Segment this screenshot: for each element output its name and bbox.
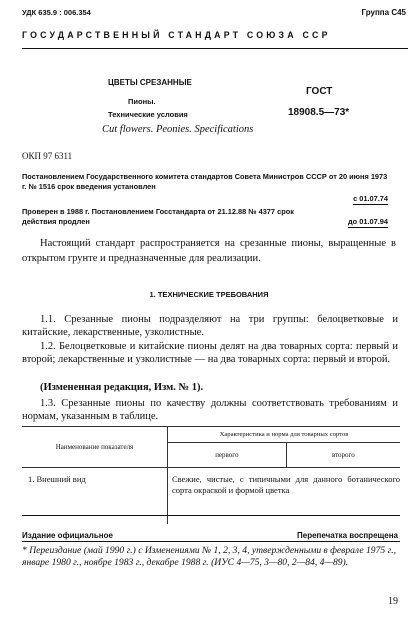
group-code: Группа С45 [361, 8, 406, 17]
decree-date [353, 194, 388, 203]
standard-banner: ГОСУДАРСТВЕННЫЙ СТАНДАРТ СОЮЗА ССР [22, 30, 331, 40]
check-text: Проверен в 1988 г. Постановлением Госстандарта от 21.12.88 № 4377 срок действия продлен [22, 207, 294, 226]
page-number: 19 [388, 596, 398, 607]
document-title: ЦВЕТЫ СРЕЗАННЫЕ [108, 78, 192, 87]
col-header-indicator: Наименование показателя [22, 427, 168, 468]
document-subtitle: Пионы. [128, 97, 156, 106]
intro-paragraph: Настоящий стандарт распространяется на срезанные пионы, выращенные в открытом грунте и предназначенные для реализации. [22, 238, 396, 264]
paragraph-1-2: 1.2. Белоцветковые и китайские пионы делят на два товарных сорта: первый и второй; лекарственные и узколистные — на два товарных сорта: первый и второй. [22, 341, 398, 365]
udk-code: УДК 635.9 : 006.354 [22, 8, 91, 17]
paragraph-1-3: 1.3. Срезанные пионы по качеству должны соответствовать требованиям и нормам, указанным в таблице. [22, 398, 398, 422]
check-date [348, 217, 388, 226]
footnote: * Переиздание (май 1990 г.) с Изменениями № 1, 2, 3, 4, утвержденными в феврале 1975 г., январе 1980 г., ноябре 1983 г., декабре 1988 г. (ИУС 4—75, 3—80, 2—84, 4—89). [22, 545, 396, 568]
gost-label: ГОСТ [306, 86, 333, 97]
okp-code: ОКП 97 6311 [22, 151, 73, 161]
table-header-row [22, 427, 400, 443]
gost-number: 18908.5—73* [288, 107, 350, 118]
section-heading: 1. ТЕХНИЧЕСКИЕ ТРЕБОВАНИЯ [149, 290, 269, 299]
document-subtitle-specs: Технические условия [108, 110, 188, 119]
english-title: Cut flowers. Peonies. Specifications [102, 124, 254, 135]
amendment-note: (Измененная редакция, Изм. № 1). [40, 382, 204, 393]
check-date-value: до 01.07.94 [347, 217, 388, 226]
table-bottom-divider [22, 515, 400, 516]
reprint-prohibited-label: Перепечатка воспрещена [297, 531, 398, 540]
col-header-grades: Характеристика и норма для товарных сортов [168, 427, 401, 443]
paragraph-1-1: 1.1. Срезанные пионы подразделяют на три группы: белоцветковые и китайские, лекарственные, узколистные. [22, 314, 398, 338]
official-edition-label: Издание официальное [22, 531, 113, 540]
footer-divider [22, 541, 400, 542]
decree-text: Постановлением Государственного комитета стандартов Совета Министров СССР от 20 июня 1973 г. № 1516 срок введения установлен [22, 172, 388, 191]
row-indicator-value: Свежие, чистые, с типичными для данного ботанического сорта окраской и формой цветка [172, 474, 400, 495]
header-divider [22, 48, 408, 49]
col-header-first: первого [168, 443, 287, 468]
row-indicator-name: 1. Внешний вид [22, 468, 168, 525]
decree-date-value: с 01.07.74 [353, 194, 388, 203]
col-header-second: второго [286, 443, 400, 468]
requirements-table [22, 426, 400, 524]
